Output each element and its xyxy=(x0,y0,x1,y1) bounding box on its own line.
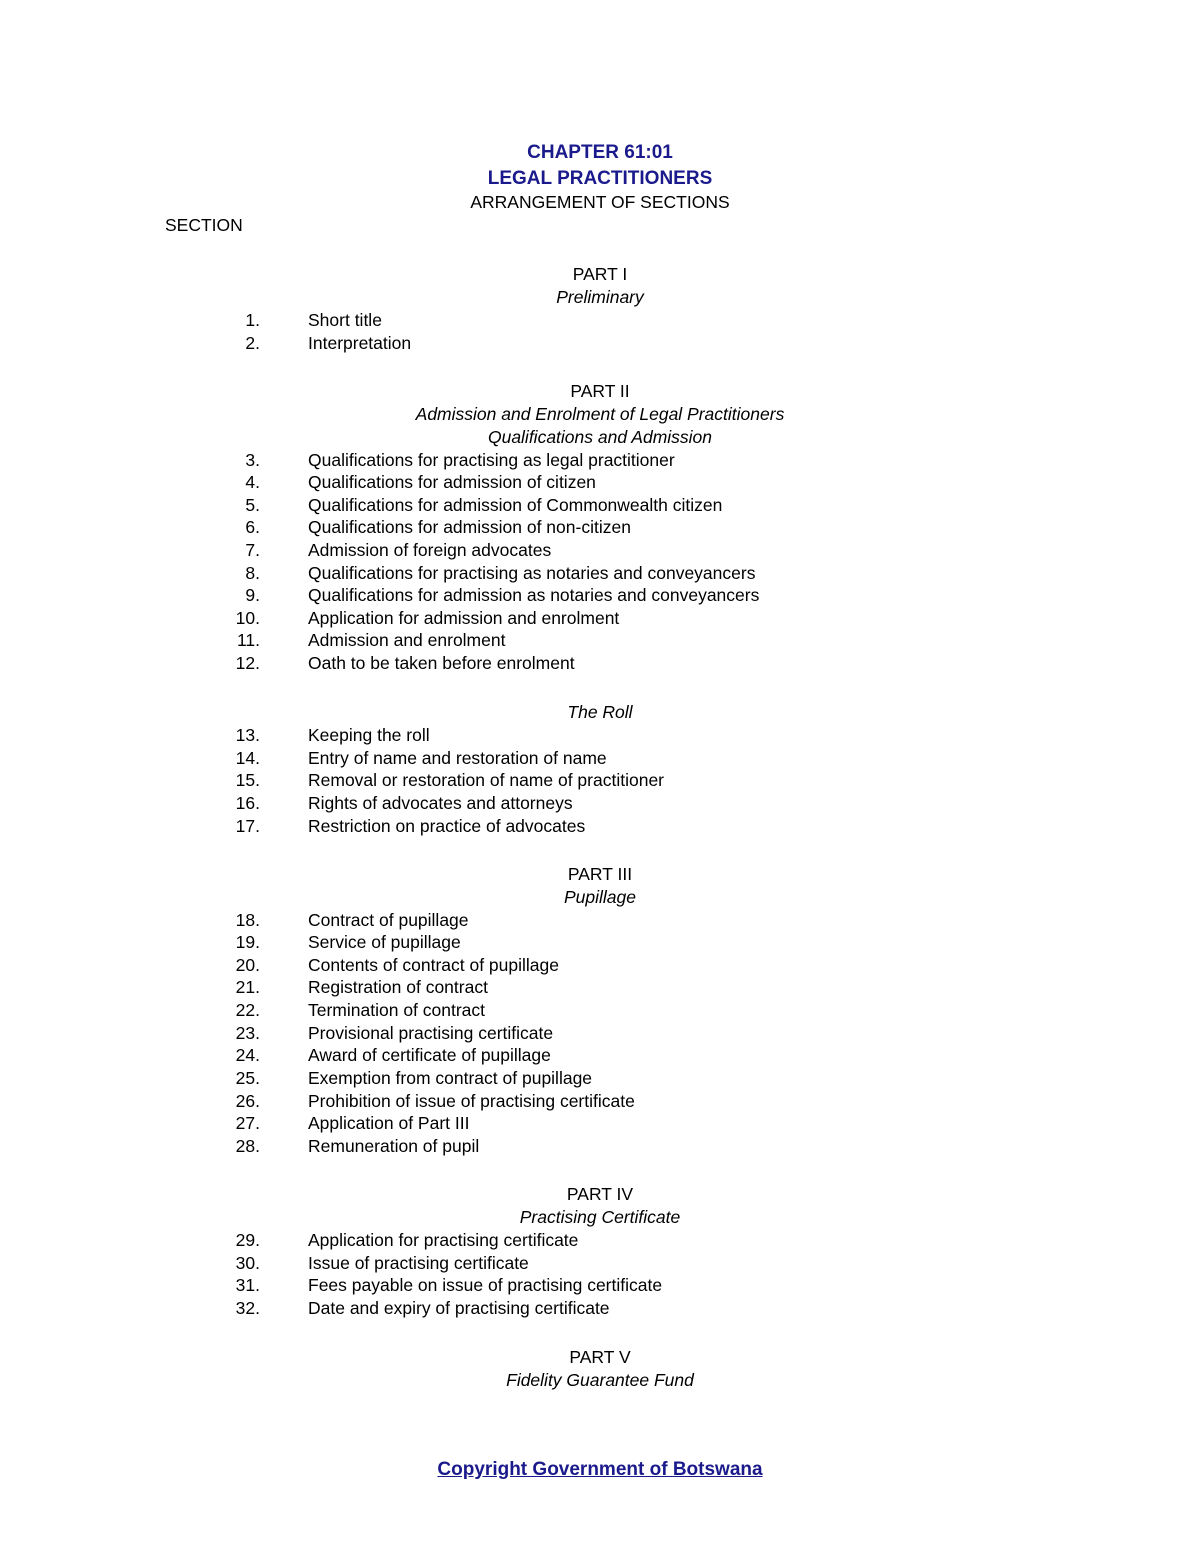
section-row xyxy=(0,1274,1200,1297)
section-title: Application for admission and enrolment xyxy=(308,608,620,628)
section-number: 28. xyxy=(235,1136,260,1156)
section-column-label: SECTION xyxy=(165,215,243,235)
section-row xyxy=(0,815,1200,838)
section-number: 32. xyxy=(235,1298,260,1318)
section-title: Admission of foreign advocates xyxy=(308,540,552,560)
section-title: Keeping the roll xyxy=(308,725,430,745)
section-row xyxy=(0,1090,1200,1113)
section-number: 3. xyxy=(245,450,260,470)
section-row xyxy=(0,539,1200,562)
section-row xyxy=(0,332,1200,355)
section-title: Application for practising certificate xyxy=(308,1230,579,1250)
section-title: Oath to be taken before enrolment xyxy=(308,653,575,673)
part-label: PART IV xyxy=(566,1184,634,1204)
section-row xyxy=(0,449,1200,472)
section-number: 11. xyxy=(236,630,260,650)
section-number: 17. xyxy=(235,816,260,836)
section-number: 4. xyxy=(245,472,260,492)
section-row xyxy=(0,747,1200,770)
section-title: Short title xyxy=(308,310,382,330)
section-title: Remuneration of pupil xyxy=(308,1136,480,1156)
section-title: Application of Part III xyxy=(308,1113,470,1133)
part-heading: Preliminary xyxy=(556,287,644,307)
section-number: 19. xyxy=(235,932,260,952)
chapter-number: CHAPTER 61:01 xyxy=(527,142,673,163)
section-title: Provisional practising certificate xyxy=(308,1023,554,1043)
section-row xyxy=(0,1297,1200,1320)
section-number: 1. xyxy=(245,310,260,330)
section-number: 24. xyxy=(235,1045,260,1065)
part-heading: Practising Certificate xyxy=(519,1207,681,1227)
section-row xyxy=(0,652,1200,675)
section-number: 21. xyxy=(235,977,260,997)
section-row xyxy=(0,976,1200,999)
section-title: Qualifications for practising as legal practitioner xyxy=(308,450,675,470)
section-row xyxy=(0,1067,1200,1090)
section-number: 14. xyxy=(235,748,260,768)
section-row xyxy=(0,792,1200,815)
section-row xyxy=(0,629,1200,652)
section-title: Removal or restoration of name of practitioner xyxy=(308,770,664,790)
section-row xyxy=(0,1229,1200,1252)
section-row xyxy=(0,584,1200,607)
section-number: 18. xyxy=(235,910,260,930)
part-label: PART II xyxy=(570,381,630,401)
section-number: 16. xyxy=(235,793,260,813)
chapter-title: LEGAL PRACTITIONERS xyxy=(487,168,713,189)
section-number: 15. xyxy=(235,770,260,790)
part-label: PART III xyxy=(567,864,633,884)
section-number: 31. xyxy=(235,1275,260,1295)
section-row xyxy=(0,1112,1200,1135)
section-title: Prohibition of issue of practising certificate xyxy=(308,1091,635,1111)
arrangement-heading: ARRANGEMENT OF SECTIONS xyxy=(470,192,730,212)
section-title: Termination of contract xyxy=(308,1000,486,1020)
section-number: 5. xyxy=(245,495,260,515)
section-number: 27. xyxy=(235,1113,260,1133)
section-number: 10. xyxy=(235,608,260,628)
section-row xyxy=(0,1252,1200,1275)
section-row xyxy=(0,1044,1200,1067)
section-title: Interpretation xyxy=(308,333,412,353)
part-label: PART V xyxy=(569,1347,631,1367)
section-title: Issue of practising certificate xyxy=(308,1253,529,1273)
copyright-link[interactable]: Copyright Government of Botswana xyxy=(437,1459,763,1480)
section-row xyxy=(0,516,1200,539)
section-title: Contents of contract of pupillage xyxy=(308,955,559,975)
section-title: Restriction on practice of advocates xyxy=(308,816,586,836)
section-row xyxy=(0,931,1200,954)
section-number: 22. xyxy=(235,1000,260,1020)
section-title: Admission and enrolment xyxy=(308,630,506,650)
section-row xyxy=(0,471,1200,494)
section-number: 2. xyxy=(245,333,260,353)
section-row xyxy=(0,1022,1200,1045)
group-heading: The Roll xyxy=(567,702,633,722)
section-row xyxy=(0,562,1200,585)
section-title: Qualifications for admission of citizen xyxy=(308,472,596,492)
section-title: Qualifications for practising as notaries and conveyancers xyxy=(308,563,756,583)
part-heading: Pupillage xyxy=(564,887,636,907)
section-row xyxy=(0,607,1200,630)
section-number: 20. xyxy=(235,955,260,975)
section-title: Qualifications for admission of non-citizen xyxy=(308,517,631,537)
section-title: Award of certificate of pupillage xyxy=(308,1045,551,1065)
part-heading: Fidelity Guarantee Fund xyxy=(506,1370,694,1390)
section-title: Entry of name and restoration of name xyxy=(308,748,607,768)
section-row xyxy=(0,494,1200,517)
section-row xyxy=(0,954,1200,977)
section-title: Qualifications for admission of Commonwealth citizen xyxy=(308,495,723,515)
section-title: Date and expiry of practising certificate xyxy=(308,1298,610,1318)
section-row xyxy=(0,769,1200,792)
section-number: 25. xyxy=(235,1068,260,1088)
section-number: 9. xyxy=(245,585,260,605)
part-heading: Admission and Enrolment of Legal Practitioners xyxy=(415,404,785,424)
section-number: 23. xyxy=(235,1023,260,1043)
section-number: 6. xyxy=(245,517,260,537)
section-row xyxy=(0,999,1200,1022)
section-number: 8. xyxy=(245,563,260,583)
section-title: Fees payable on issue of practising certificate xyxy=(308,1275,663,1295)
part-subheading: Qualifications and Admission xyxy=(487,427,713,447)
section-number: 12. xyxy=(235,653,260,673)
footer xyxy=(0,1458,1200,1481)
section-title: Contract of pupillage xyxy=(308,910,469,930)
section-number: 30. xyxy=(235,1253,260,1273)
section-title: Service of pupillage xyxy=(308,932,461,952)
section-row xyxy=(0,909,1200,932)
section-row xyxy=(0,1135,1200,1158)
section-number: 13. xyxy=(235,725,260,745)
section-number: 26. xyxy=(235,1091,260,1111)
section-title: Exemption from contract of pupillage xyxy=(308,1068,593,1088)
section-row xyxy=(0,309,1200,332)
section-number: 29. xyxy=(235,1230,260,1250)
section-number: 7. xyxy=(245,540,260,560)
part-label: PART I xyxy=(572,264,628,284)
section-title: Qualifications for admission as notaries and conveyancers xyxy=(308,585,760,605)
section-row xyxy=(0,724,1200,747)
section-title: Registration of contract xyxy=(308,977,488,997)
section-title: Rights of advocates and attorneys xyxy=(308,793,573,813)
